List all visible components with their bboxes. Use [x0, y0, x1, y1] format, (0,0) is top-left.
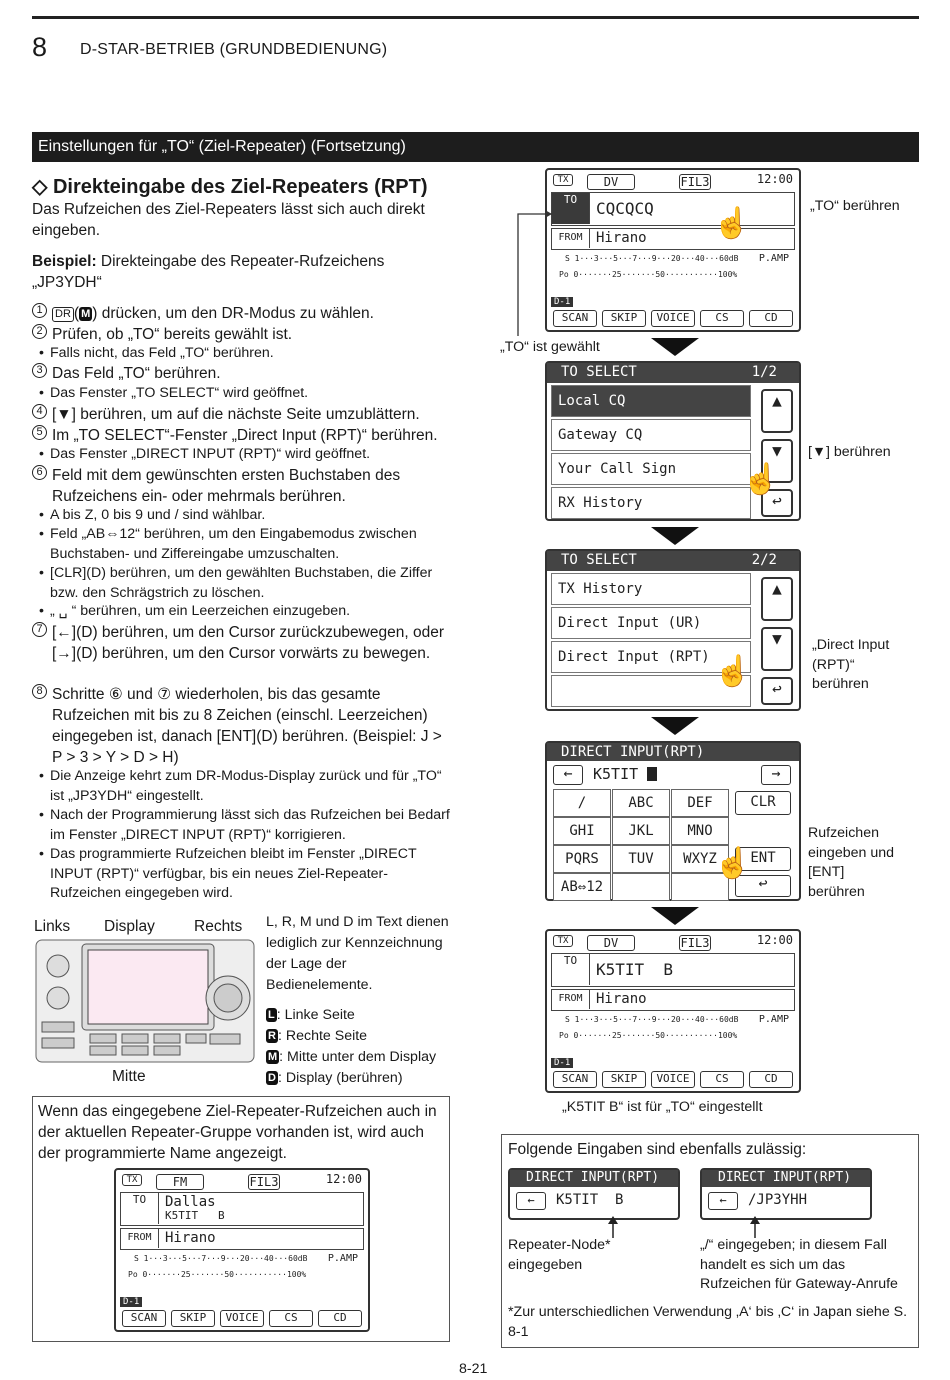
scroll-up-button[interactable]: ▲ [761, 577, 793, 621]
legend-note: L, R, M und D im Text dienen lediglich zur Kennzeichnung der Lage der Bedienelemente. [266, 914, 449, 993]
from-name: Hirano [596, 991, 647, 1007]
clock: 12:00 [756, 172, 793, 186]
fil-button[interactable]: FIL3 [680, 175, 710, 189]
also-left: Repeater-Node* eingegeben [508, 1237, 611, 1273]
scroll-up-button[interactable]: ▲ [761, 389, 793, 433]
step-text: ) drücken, um den DR-Modus zu wählen. [92, 305, 374, 322]
key-cell[interactable]: MNO [671, 817, 729, 845]
example-text: Direkteingabe des Repeater-Rufzeichens „JP3YDH“ [32, 253, 385, 291]
from-label: FROM [121, 1229, 159, 1248]
key-cell[interactable]: ABC [612, 789, 670, 817]
fil-button[interactable]: FIL3 [680, 936, 710, 950]
softkey-cs[interactable]: CS [700, 310, 744, 327]
lcd-dv-cqcqcq [545, 168, 801, 332]
clr-button[interactable]: CLR [735, 791, 791, 815]
step-number: 5 [32, 425, 47, 440]
step-number: 6 [32, 465, 47, 480]
note-text: Wenn das eingegebene Ziel-Repeater-Rufzeichen auch in der aktuellen Repeater-Gruppe vorhanden ist, wird auch der programmierte Name angezeigt. [38, 1103, 437, 1162]
softkey-scan[interactable]: SCAN [122, 1310, 166, 1327]
from-field[interactable] [551, 228, 795, 250]
dv-mode-button[interactable]: DV [587, 935, 635, 951]
to-callsign: K5TIT B [596, 960, 674, 979]
dv-mode-button[interactable]: DV [587, 174, 635, 190]
also-right: „/“ eingegeben; in diesem Fall handelt es sich um das Rufzeichen für Gateway-Anrufe [700, 1237, 898, 1292]
to-label: TO [552, 954, 590, 985]
memory-label: D-1 [120, 1297, 142, 1307]
key-cell[interactable] [612, 873, 670, 901]
lcd-to-select-1 [545, 361, 801, 521]
section-title: ◇ Direkteingabe des Ziel-Repeaters (RPT) [32, 176, 428, 198]
radio-front-illustration [34, 938, 256, 1064]
step-text: [←](D) berühren, um den Cursor zurückzubewegen, oder [→](D) berühren, um den Cursor vorwärts zu bewegen. [52, 624, 444, 662]
up-arrow [606, 1216, 620, 1238]
to-label: TO [552, 193, 590, 224]
step-text: [▼] berühren, um auf die nächste Seite umzublättern. [52, 406, 420, 423]
mini-value: K5TIT B [556, 1192, 624, 1208]
softkey-scan[interactable]: SCAN [553, 1071, 597, 1088]
to-callsign: CQCQCQ [596, 199, 654, 218]
caption-enter: Rufzeichen eingeben und [ENT] berühren [808, 825, 894, 900]
key-cell[interactable]: GHI [553, 817, 611, 845]
key-cell[interactable]: PQRS [553, 845, 611, 873]
from-label: FROM [552, 229, 590, 248]
to-field[interactable] [551, 192, 795, 226]
legend-rechts: Rechts [194, 918, 243, 935]
lcd-direct-input [545, 741, 801, 901]
step-text: Schritte ⑥ und ⑦ wiederholen, bis das gesamte Rufzeichen mit bis zu 8 Zeichen (einschl. Leerzeichen) eingegeben ist, danach [ENT](D) berühren. (Beispiel: J > P > 3 > Y > D > H) [52, 686, 442, 766]
softkey-cs[interactable]: CS [269, 1310, 313, 1327]
key-cell[interactable]: DEF [671, 789, 729, 817]
step-number: 4 [32, 404, 47, 419]
legend-display: Display [104, 918, 155, 935]
bullet: • Falls nicht, das Feld „TO“ berühren. [50, 344, 452, 364]
list-item-gateway-cq[interactable]: Gateway CQ [551, 419, 751, 451]
step-number: 1 [32, 303, 47, 318]
from-label: FROM [552, 990, 590, 1009]
memory-label: D-1 [551, 1058, 573, 1068]
s-meter-scale: S 1···3···5···7···9···20···40···60dB [565, 1015, 739, 1024]
example [32, 251, 452, 293]
step-5 [32, 425, 452, 446]
step-number: 7 [32, 622, 47, 637]
softkey-skip[interactable]: SKIP [171, 1310, 215, 1327]
step-text: Feld mit dem gewünschten ersten Buchstaben des Rufzeichens ein- oder mehrmals berühren. [52, 467, 401, 505]
pointer-line [510, 206, 560, 340]
step-text: Im „TO SELECT“-Fenster „Direct Input (RPT)“ berühren. [52, 427, 438, 444]
softkey-skip[interactable]: SKIP [602, 310, 646, 327]
bullet: • Feld „AB⇔12“ berühren, um den Eingabemodus zwischen Buchstaben- und Ziffereingabe umzuschalten. [50, 525, 452, 564]
legend-item: D : Display (berühren) [268, 1070, 403, 1086]
to-callsign: K5TIT B [165, 1209, 225, 1222]
list-item-tx-history[interactable]: TX History [551, 573, 751, 605]
bullet: • Das programmierte Rufzeichen bleibt im Fenster „DIRECT INPUT (RPT)“ verfügbar, bis ein neues Ziel-Repeater-Rufzeichen eingegeben wird. [50, 845, 452, 904]
key-cell[interactable]: TUV [612, 845, 670, 873]
scroll-down-button[interactable]: ▼ [761, 439, 793, 483]
mini-header: DIRECT INPUT(RPT) [510, 1170, 678, 1187]
tx-indicator: TX [553, 935, 573, 947]
finger-icon: ☝ [713, 207, 751, 240]
mini-value: /JP3YHH [748, 1192, 808, 1208]
scroll-down-button[interactable]: ▼ [761, 627, 793, 671]
input-value[interactable]: K5TIT [593, 765, 657, 783]
softkey-voice[interactable]: VOICE [651, 310, 695, 327]
clock: 12:00 [325, 1172, 362, 1186]
fm-mode-button[interactable]: FM [156, 1174, 204, 1190]
page-number: 8-21 [459, 1361, 488, 1377]
flow-arrow [651, 527, 699, 545]
to-label: TO [121, 1193, 159, 1224]
step-8 [32, 684, 452, 768]
cursor-left-button: ← [516, 1192, 546, 1210]
bullet: • Die Anzeige kehrt zum DR-Modus-Display zurück und für „TO“ ist „JP3YDH“ eingestellt. [50, 767, 452, 806]
step-text: Prüfen, ob „TO“ bereits gewählt ist. [52, 326, 293, 343]
step-6 [32, 465, 452, 507]
softkey-voice[interactable]: VOICE [651, 1071, 695, 1088]
list-item-your-call[interactable]: Your Call Sign [551, 453, 751, 485]
also-title: Folgende Eingaben sind ebenfalls zulässig: [508, 1141, 807, 1158]
softkey-cd[interactable]: CD [318, 1310, 362, 1327]
up-arrow [748, 1216, 762, 1238]
mini-header: DIRECT INPUT(RPT) [702, 1170, 870, 1187]
step-4 [32, 404, 452, 425]
back-button[interactable]: ↩ [735, 875, 791, 897]
step-number: 2 [32, 324, 47, 339]
list-item-direct-rpt[interactable]: Direct Input (RPT) [551, 641, 751, 673]
softkey-cd[interactable]: CD [749, 1071, 793, 1088]
from-name: Hirano [596, 230, 647, 246]
legend-item: R : Rechte Seite [268, 1028, 368, 1044]
pamp-label: P.AMP [758, 1014, 789, 1025]
caption-to-selected: „TO“ ist gewählt [500, 339, 600, 355]
list-item-local-cq[interactable]: Local CQ [551, 385, 751, 417]
key-cell[interactable]: WXYZ [671, 845, 729, 873]
bullet: • „ ␣ “ berühren, um ein Leerzeichen einzugeben. [50, 602, 452, 622]
bullet: • Das Fenster „TO SELECT“ wird geöffnet. [50, 384, 452, 404]
lcd-dv-k5tit [545, 929, 801, 1093]
po-scale: Po 0·······25·······50···········100% [559, 1031, 738, 1040]
caption-direct-touch: „Direct Input (RPT)“ berühren [812, 637, 890, 692]
bullet: • A bis Z, 0 bis 9 und / sind wählbar. [50, 506, 452, 526]
step-number: 8 [32, 684, 47, 699]
example-label: Beispiel: [32, 253, 97, 270]
chapter-number: 8 [32, 32, 48, 62]
back-button[interactable]: ↩ [761, 489, 793, 517]
chapter-title: D-STAR-BETRIEB (GRUNDBEDIENUNG) [80, 41, 388, 58]
back-button[interactable]: ↩ [761, 677, 793, 705]
list-item-rx-history[interactable]: RX History [551, 487, 751, 519]
pamp-label: P.AMP [327, 1253, 358, 1264]
header-rule [32, 16, 919, 19]
dr-key: DR [52, 307, 74, 322]
lcd-mini-2 [700, 1168, 872, 1220]
also-foot: *Zur unterschiedlichen Verwendung ‚A‘ bis ‚C‘ in Japan siehe S. 8-1 [508, 1304, 908, 1340]
lcd-mini-1 [508, 1168, 680, 1220]
flow-arrow [651, 717, 699, 735]
softkey-scan[interactable]: SCAN [553, 310, 597, 327]
step-7 [32, 622, 452, 664]
list-item-direct-ur[interactable]: Direct Input (UR) [551, 607, 751, 639]
softkey-cs[interactable]: CS [700, 1071, 744, 1088]
m-key: M [268, 1051, 278, 1063]
l-key: L [268, 1009, 275, 1021]
flow-arrow [651, 907, 699, 925]
to-select-header: TO SELECT 2/2 [547, 551, 799, 571]
tx-indicator: TX [553, 174, 573, 186]
bullet: • Das Fenster „DIRECT INPUT (RPT)“ wird geöffnet. [50, 445, 452, 465]
cursor-left-button: ← [708, 1192, 738, 1210]
po-scale: Po 0·······25·······50···········100% [128, 1270, 307, 1279]
bullet: • Nach der Programmierung lässt sich das Rufzeichen bei Bedarf im Fenster „DIRECT INPUT (RPT)“ korrigieren. [50, 806, 452, 845]
po-scale: Po 0·······25·······50···········100% [559, 270, 738, 279]
to-select-header: TO SELECT 1/2 [547, 363, 799, 383]
d-key: D [268, 1072, 276, 1084]
legend-item: L : Linke Seite [268, 1007, 355, 1023]
section-band: Einstellungen für „TO“ (Ziel-Repeater) (Fortsetzung) [32, 132, 919, 162]
finger-icon: ☝ [742, 463, 780, 496]
cursor-left-button[interactable]: ← [553, 765, 583, 785]
key-cell[interactable]: JKL [612, 817, 670, 845]
cursor-right-button[interactable]: → [761, 765, 791, 785]
intro-text: Das Rufzeichen des Ziel-Repeaters lässt sich auch direkt eingeben. [32, 201, 425, 239]
key-cell[interactable]: / [553, 789, 611, 817]
to-field[interactable] [120, 1192, 364, 1226]
softkey-voice[interactable]: VOICE [220, 1310, 264, 1327]
caption-k5tit: „K5TIT B“ ist für „TO“ eingestellt [562, 1099, 763, 1115]
tx-indicator: TX [122, 1174, 142, 1186]
lcd-to-select-2 [545, 549, 801, 711]
r-key: R [268, 1030, 276, 1042]
ent-button[interactable]: ENT [735, 847, 791, 871]
bullet: • [CLR](D) berühren, um den gewählten Buchstaben, die Ziffer bzw. den Schrägstrich zu löschen. [50, 564, 452, 603]
legend-list [266, 1005, 436, 1089]
to-name: Dallas [165, 1194, 216, 1210]
from-field[interactable] [120, 1228, 364, 1250]
softkey-skip[interactable]: SKIP [602, 1071, 646, 1088]
pamp-label: P.AMP [758, 253, 789, 264]
finger-icon: ☝ [714, 847, 752, 880]
s-meter-scale: S 1···3···5···7···9···20···40···60dB [134, 1254, 308, 1263]
from-field[interactable] [551, 989, 795, 1011]
m-key: M [81, 308, 91, 320]
step-text: Das Feld „TO“ berühren. [52, 365, 221, 382]
finger-icon: ☝ [714, 655, 752, 688]
direct-input-header: DIRECT INPUT(RPT) [547, 743, 799, 761]
lcd-fm-dallas [114, 1168, 370, 1332]
legend-item: M : Mitte unter dem Display [268, 1049, 437, 1065]
legend-mitte: Mitte [112, 1068, 146, 1085]
step-number: 3 [32, 363, 47, 378]
legend-links: Links [34, 918, 71, 935]
from-name: Hirano [165, 1230, 216, 1246]
caption-down-touch: [▼] berühren [808, 444, 891, 460]
memory-label: D-1 [551, 297, 573, 307]
key-cell[interactable]: AB⇔12 [553, 873, 611, 901]
to-field[interactable] [551, 953, 795, 987]
s-meter-scale: S 1···3···5···7···9···20···40···60dB [565, 254, 739, 263]
fil-button[interactable]: FIL3 [249, 1175, 279, 1189]
caption-to-touch: „TO“ berühren [810, 198, 900, 214]
clock: 12:00 [756, 933, 793, 947]
flow-arrow [651, 338, 699, 356]
step-1: 1 DR ( M ) drücken, um den DR-Modus zu wählen. [32, 303, 452, 324]
softkey-cd[interactable]: CD [749, 310, 793, 327]
step-2 [32, 324, 452, 345]
step-3 [32, 363, 452, 384]
